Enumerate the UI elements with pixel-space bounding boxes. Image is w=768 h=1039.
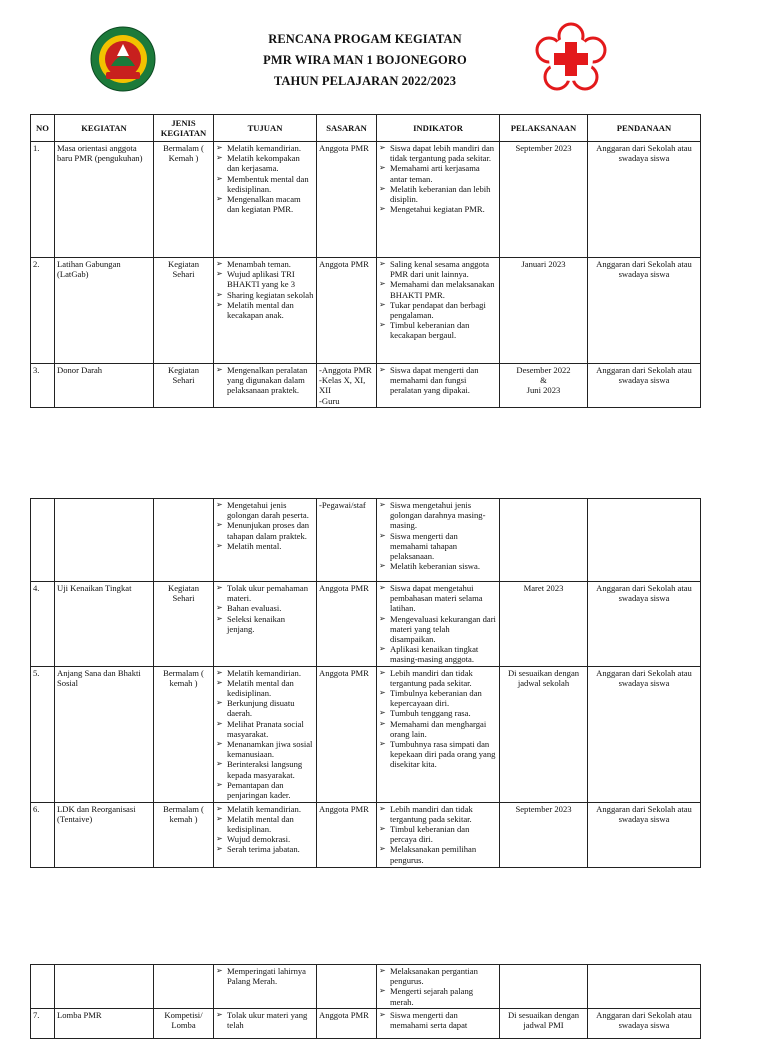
cell-no [31, 499, 55, 582]
cell-jenis: Bermalam ( kemah ) [154, 802, 214, 867]
cell-indikator [377, 142, 500, 258]
table-row [31, 666, 701, 802]
cell-pelaksanaan [500, 258, 588, 364]
cell-indikator-list [379, 1010, 497, 1030]
cell-no: 7. [31, 1008, 55, 1038]
title-line-2: PMR WIRA MAN 1 BOJONEGORO [263, 53, 467, 67]
cell-tujuan-item: ➢ Tolak ukur pemahaman materi. [216, 583, 314, 603]
cell-sasaran-line: Anggota PMR [319, 1009, 369, 1020]
cell-sasaran [317, 666, 377, 802]
cell-sasaran [317, 802, 377, 867]
cell-sasaran-line: Anggota PMR [319, 259, 369, 269]
cell-pendanaan: Anggaran dari Sekolah atau swadaya siswa [588, 142, 701, 258]
cell-indikator-item: ➢ Memahami dan melaksanakan BHAKTI PMR. [379, 279, 497, 299]
cell-tujuan-item: ➢ Menambah teman. [216, 259, 314, 269]
cell-indikator [377, 802, 500, 867]
cell-indikator-item: ➢ Tumbuh tenggang rasa. [379, 708, 497, 718]
cell-indikator-item: ➢ Siswa mengetahui jenis golongan darahnya masing-masing. [379, 500, 497, 531]
cell-indikator-item: ➢ Siswa mengerti dan memahami serta dapat [379, 1010, 497, 1030]
cell-jenis: Bermalam ( Kemah ) [154, 142, 214, 258]
cell-indikator-item: ➢ Timbul keberanian dan percaya diri. [379, 824, 497, 844]
cell-jenis [154, 499, 214, 582]
cell-tujuan [214, 666, 317, 802]
cell-indikator [377, 666, 500, 802]
cell-no: 6. [31, 802, 55, 867]
cell-tujuan-item: ➢ Wujud aplikasi TRI BHAKTI yang ke 3 [216, 269, 314, 289]
col-header-no: NO [31, 115, 55, 142]
col-header-sasaran: SASARAN [317, 115, 377, 142]
cell-sasaran-line: Anggota PMR [319, 803, 369, 814]
cell-indikator-item: ➢ Mengerti sejarah palang merah. [379, 986, 497, 1006]
cell-pelaksanaan-line: Di sesuaikan dengan jadwal sekolah [507, 667, 580, 688]
cell-indikator-item: ➢ Siswa dapat mengerti dan memahami dan fungsi peralatan yang dipakai. [379, 365, 497, 396]
table-row [31, 1008, 701, 1038]
cell-tujuan-list [216, 668, 314, 801]
cell-sasaran [317, 965, 377, 1009]
cell-pelaksanaan-line: Januari 2023 [521, 259, 566, 269]
cell-tujuan [214, 1008, 317, 1038]
cell-pelaksanaan-line: Juni 2023 [526, 385, 561, 396]
cell-pelaksanaan [500, 802, 588, 867]
cell-pelaksanaan [500, 965, 588, 1009]
cell-kegiatan: Donor Darah [55, 364, 154, 408]
cell-tujuan-list [216, 804, 314, 855]
cell-kegiatan: Masa orientasi anggota baru PMR (pengukuhan) [55, 142, 154, 258]
cell-tujuan [214, 142, 317, 258]
cell-tujuan-item: ➢ Membentuk mental dan kedisiplinan. [216, 174, 314, 194]
cell-pendanaan [588, 499, 701, 582]
cell-pendanaan: Anggaran dari Sekolah atau swadaya siswa [588, 666, 701, 802]
cell-tujuan [214, 364, 317, 408]
cell-tujuan-list [216, 500, 314, 551]
cell-tujuan-item: ➢ Mengenalkan peralatan yang digunakan dalam pelaksanaan praktek. [216, 365, 314, 396]
cell-kegiatan [55, 965, 154, 1009]
cell-indikator [377, 364, 500, 408]
cell-no: 3. [31, 364, 55, 408]
col-header-kegiatan: KEGIATAN [55, 115, 154, 142]
cell-sasaran-line: Anggota PMR [319, 143, 369, 153]
cell-tujuan [214, 258, 317, 364]
cell-indikator-list [379, 259, 497, 341]
cell-tujuan-item: ➢ Mengetahui jenis golongan darah peserta. [216, 500, 314, 520]
col-header-pendanaan: PENDANAAN [588, 115, 701, 142]
cell-pendanaan [588, 965, 701, 1009]
cell-indikator [377, 258, 500, 364]
title-line-1: RENCANA PROGAM KEGIATAN [268, 32, 462, 46]
cell-sasaran-line: -Guru [319, 395, 340, 406]
cell-indikator-list [379, 500, 497, 571]
table-row [31, 364, 701, 408]
cell-pendanaan: Anggaran dari Sekolah atau swadaya siswa [588, 258, 701, 364]
cell-tujuan-item: ➢ Sharing kegiatan sekolah [216, 290, 314, 300]
cell-tujuan-list [216, 966, 314, 986]
cell-tujuan-item: ➢ Seleksi kenaikan jenjang. [216, 614, 314, 634]
cell-pelaksanaan [500, 499, 588, 582]
cell-tujuan-item: ➢ Melatih mental. [216, 541, 314, 551]
cell-pelaksanaan [500, 666, 588, 802]
cell-pelaksanaan-line: Desember 2022 [516, 365, 571, 375]
cell-tujuan-item: ➢ Menanamkan jiwa sosial kemanusiaan. [216, 739, 314, 759]
cell-tujuan-item: ➢ Pemantapan dan penjaringan kader. [216, 780, 314, 800]
red-cross-logo-icon [534, 22, 608, 96]
col-header-pelaksanaan: PELAKSANAAN [500, 115, 588, 142]
cell-indikator-item: ➢ Lebih mandiri dan tidak tergantung pada sekitar. [379, 804, 497, 824]
cell-kegiatan: Uji Kenaikan Tingkat [55, 582, 154, 667]
cell-pelaksanaan-line: & [540, 375, 547, 386]
cell-indikator-list [379, 365, 497, 396]
table-header-row [31, 115, 701, 142]
cell-indikator-item: ➢ Saling kenal sesama anggota PMR dari unit lainnya. [379, 259, 497, 279]
cell-tujuan-item: ➢ Melatih mental dan kecakapan anak. [216, 300, 314, 320]
cell-indikator-list [379, 668, 497, 770]
cell-tujuan-item: ➢ Melihat Pranata social masyarakat. [216, 719, 314, 739]
program-table-page-1 [30, 114, 701, 408]
cell-no [31, 965, 55, 1009]
cell-tujuan-list [216, 259, 314, 320]
cell-tujuan-item: ➢ Menunjukan proses dan tahapan dalam praktek. [216, 520, 314, 540]
cell-pendanaan: Anggaran dari Sekolah atau swadaya siswa [588, 1008, 701, 1038]
cell-sasaran-line: -Pegawai/staf [319, 500, 366, 510]
cell-tujuan-item: ➢ Tolak ukur materi yang telah [216, 1010, 314, 1030]
cell-indikator-item: ➢ Tumbuhnya rasa simpati dan kepekaan diri pada orang yang disekitar kita. [379, 739, 497, 770]
cell-kegiatan: Anjang Sana dan Bhakti Sosial [55, 666, 154, 802]
cell-sasaran [317, 499, 377, 582]
cell-indikator-item: ➢ Melatih keberanian siswa. [379, 561, 497, 571]
cell-tujuan-list [216, 1010, 314, 1030]
cell-pelaksanaan [500, 364, 588, 408]
cell-tujuan-list [216, 143, 314, 214]
cell-jenis [154, 965, 214, 1009]
cell-pendanaan: Anggaran dari Sekolah atau swadaya siswa [588, 802, 701, 867]
cell-pelaksanaan [500, 1008, 588, 1038]
cell-indikator-item: ➢ Memahami dan menghargai orang lain. [379, 719, 497, 739]
cell-tujuan-list [216, 365, 314, 396]
title-line-3: TAHUN PELAJARAN 2022/2023 [273, 74, 457, 88]
cell-indikator [377, 499, 500, 582]
table-row [31, 582, 701, 667]
table-row [31, 142, 701, 258]
cell-indikator-item: ➢ Mengevaluasi kekurangan dari materi yang telah disampaikan. [379, 614, 497, 645]
col-header-tujuan: TUJUAN [214, 115, 317, 142]
cell-indikator-item: ➢ Tukar pendapat dan berbagi pengalaman. [379, 300, 497, 320]
cell-sasaran-line: Anggota PMR [319, 583, 369, 593]
cell-sasaran [317, 364, 377, 408]
table-row [31, 258, 701, 364]
cell-tujuan-item: ➢ Berkunjung disuatu daerah. [216, 698, 314, 718]
cell-pelaksanaan-line: September 2023 [515, 143, 572, 153]
cell-jenis: Bermalam ( kemah ) [154, 666, 214, 802]
cell-pelaksanaan-line: Di sesuaikan dengan jadwal PMI [507, 1009, 580, 1031]
cell-indikator-item: ➢ Timbulnya keberanian dan kepercayaan diri. [379, 688, 497, 708]
cell-pelaksanaan [500, 582, 588, 667]
cell-indikator-item: ➢ Memahami arti kerjasama antar teman. [379, 163, 497, 183]
cell-sasaran-line: -Kelas X, XI, XII [319, 375, 366, 396]
document-header [0, 0, 768, 110]
col-header-jenis: JENIS KEGIATAN [154, 115, 214, 142]
cell-indikator-item: ➢ Lebih mandiri dan tidak tergantung pada sekitar. [379, 668, 497, 688]
cell-indikator [377, 965, 500, 1009]
cell-tujuan-item: ➢ Melatih mental dan kedisiplinan. [216, 678, 314, 698]
cell-indikator-item: ➢ Siswa mengerti dan memahami tahapan pelaksanaan. [379, 531, 497, 562]
cell-tujuan [214, 802, 317, 867]
cell-kegiatan: Lomba PMR [55, 1008, 154, 1038]
cell-tujuan-item: ➢ Berinteraksi langsung kepada masyarakat. [216, 759, 314, 779]
cell-tujuan-item: ➢ Mengenalkan macam dan kegiatan PMR. [216, 194, 314, 214]
cell-tujuan-item: ➢ Melatih kemandirian. [216, 804, 314, 814]
cell-indikator-item: ➢ Siswa dapat mengetahui pembahasan materi selama latihan. [379, 583, 497, 614]
cell-pendanaan: Anggaran dari Sekolah atau swadaya siswa [588, 364, 701, 408]
cell-indikator [377, 1008, 500, 1038]
cell-indikator-list [379, 804, 497, 865]
cell-tujuan-item: ➢ Bahan evaluasi. [216, 603, 314, 613]
cell-sasaran-line: -Anggota PMR [319, 365, 372, 375]
cell-indikator-item: ➢ Aplikasi kenaikan tingkat masing-masing anggota. [379, 644, 497, 664]
cell-jenis: Kegiatan Sehari [154, 258, 214, 364]
cell-indikator-list [379, 966, 497, 1007]
cell-kegiatan [55, 499, 154, 582]
school-logo-icon [90, 26, 156, 92]
cell-indikator [377, 582, 500, 667]
cell-tujuan-item: ➢ Melatih kemandirian. [216, 143, 314, 153]
cell-pelaksanaan-line: September 2023 [515, 803, 572, 814]
program-table-page-2 [30, 498, 701, 868]
cell-tujuan [214, 582, 317, 667]
cell-kegiatan: LDK dan Reorganisasi (Tentaive) [55, 802, 154, 867]
cell-tujuan-item: ➢ Memperingati lahirnya Palang Merah. [216, 966, 314, 986]
cell-pelaksanaan-line: Maret 2023 [523, 583, 564, 593]
cell-pendanaan: Anggaran dari Sekolah atau swadaya siswa [588, 582, 701, 667]
program-table-page-3 [30, 964, 701, 1039]
cell-tujuan [214, 499, 317, 582]
cell-tujuan-item: ➢ Serah terima jabatan. [216, 844, 314, 854]
cell-indikator-list [379, 583, 497, 665]
cell-sasaran [317, 258, 377, 364]
cell-tujuan-item: ➢ Wujud demokrasi. [216, 834, 314, 844]
cell-no: 4. [31, 582, 55, 667]
cell-no: 5. [31, 666, 55, 802]
cell-indikator-item: ➢ Mengetahui kegiatan PMR. [379, 204, 497, 214]
cell-tujuan-item: ➢ Melatih mental dan kedisiplinan. [216, 814, 314, 834]
cell-jenis: Kegiatan Sehari [154, 582, 214, 667]
cell-indikator-item: ➢ Siswa dapat lebih mandiri dan tidak tergantung pada sekitar. [379, 143, 497, 163]
cell-sasaran-line: Anggota PMR [319, 667, 369, 678]
cell-jenis: Kompetisi/ Lomba [154, 1008, 214, 1038]
table-row [31, 965, 701, 1009]
cell-sasaran [317, 142, 377, 258]
cell-tujuan-list [216, 583, 314, 634]
table-row [31, 499, 701, 582]
cell-sasaran [317, 582, 377, 667]
cell-tujuan-item: ➢ Melatih kekompakan dan kerjasama. [216, 153, 314, 173]
cell-sasaran [317, 1008, 377, 1038]
cell-indikator-list [379, 143, 497, 214]
cell-pelaksanaan [500, 142, 588, 258]
col-header-indikator: INDIKATOR [377, 115, 500, 142]
cell-indikator-item: ➢ Timbul keberanian dan kecakapan bergaul. [379, 320, 497, 340]
cell-jenis: Kegiatan Sehari [154, 364, 214, 408]
cell-indikator-item: ➢ Melatih keberanian dan lebih disiplin. [379, 184, 497, 204]
cell-indikator-item: ➢ Melaksanakan pemilihan pengurus. [379, 844, 497, 864]
table-row [31, 802, 701, 867]
cell-indikator-item: ➢ Melaksanakan pergantian pengurus. [379, 966, 497, 986]
cell-no: 2. [31, 258, 55, 364]
cell-kegiatan: Latihan Gabungan (LatGab) [55, 258, 154, 364]
cell-no: 1. [31, 142, 55, 258]
cell-tujuan-item: ➢ Melatih kemandirian. [216, 668, 314, 678]
cell-tujuan [214, 965, 317, 1009]
